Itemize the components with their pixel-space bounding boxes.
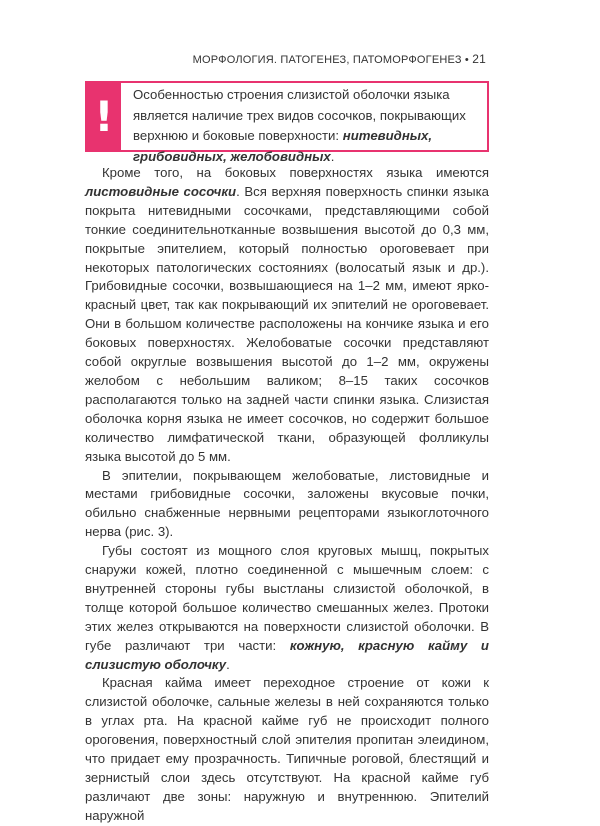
paragraph-text: В эпителии, покрывающем желобоватые, листовидные и местами грибовидные сосочки, заложены вкусовые почки, обильно снабженные нервными рецепторами языкоглоточного нерва (рис. 3). [85,467,489,540]
paragraph-tongue-papillae [85,164,489,467]
paragraph-emphasis: кожную, красную кайму и слизистую оболочку [85,637,489,672]
callout-text [133,85,479,167]
body-text [85,164,489,826]
callout-accent-bar [87,83,121,150]
running-header [193,52,486,66]
paragraph-text: Кроме того, на боковых поверхностях языка имеются [102,165,489,180]
paragraph-text: Красная кайма имеет переходное строение от кожи к слизистой оболочке, сальные железы в ней сохраняются только в углах рта. На красной кайме губ не происходит полного ороговения, поверхностный слой эпителия пропитан элеидином, что придает ему прозрачность. Типичные роговой, блестящий и зернистый слои здесь отсутствуют. На красной кайме губ различают две зоны: наружную и внутреннюю. Эпителий наружной [85,675,489,823]
paragraph-text: . Вся верхняя поверхность спинки языка покрыта нитевидными сосочками, представляющими собой тонкие соединительнотканные возвышения высотой до 0,3 мм, покрытые эпителием, который полностью ороговевает при некоторых патологических состояниях (волосатый язык и др.). Грибовидные сосочки, возвышающиеся на 1–2 мм, имеют ярко-красный цвет, так как покрывающий их эпителий не ороговевает. Они в большом количестве расположены на кончике языка и его боковых поверхностях. Желобоватые сосочки представляют собой округлые возвышения высотой до 1–2 мм, окружены желобом с небольшим валиком; 8–15 таких сосочков располагаются только на задней части спинки языка. Слизистая оболочка корня языка не имеет сосочков, но содержит большое количество лимфатической ткани, образующей фолликулы языка высотой до 5 мм. [85,183,489,464]
header-separator: • [461,54,473,66]
paragraph-red-border [85,674,489,825]
callout-text-plain: Особенностью строения слизистой оболочки языка является наличие трех видов сосочков, покрывающих верхнюю и боковые поверхности: [133,87,466,143]
callout-text-end: . [330,148,335,164]
paragraph-text: . [226,656,230,672]
running-title: МОРФОЛОГИЯ. ПАТОГЕНЕЗ, ПАТОМОРФОГЕНЕЗ [192,54,462,66]
paragraph-text: Губы состоят из мощного слоя круговых мышц, покрытых снаружи кожей, плотно соединенной с мышечным слоем: с внутренней стороны губы выстланы слизистой оболочкой, в толще которой большое количество смешанных желез. Протоки этих желез открываются на поверхности слизистой оболочки. В губе различают три части: [85,543,489,653]
paragraph-lips [85,542,489,674]
paragraph-emphasis: листовидные сосочки [85,183,237,199]
important-callout [85,81,489,164]
callout-text-emphasis: нитевидных, грибовидных, желобовидных [133,128,433,164]
page-number: 21 [472,52,486,66]
paragraph-taste-buds [85,467,489,543]
exclamation-icon: ! [94,91,114,141]
